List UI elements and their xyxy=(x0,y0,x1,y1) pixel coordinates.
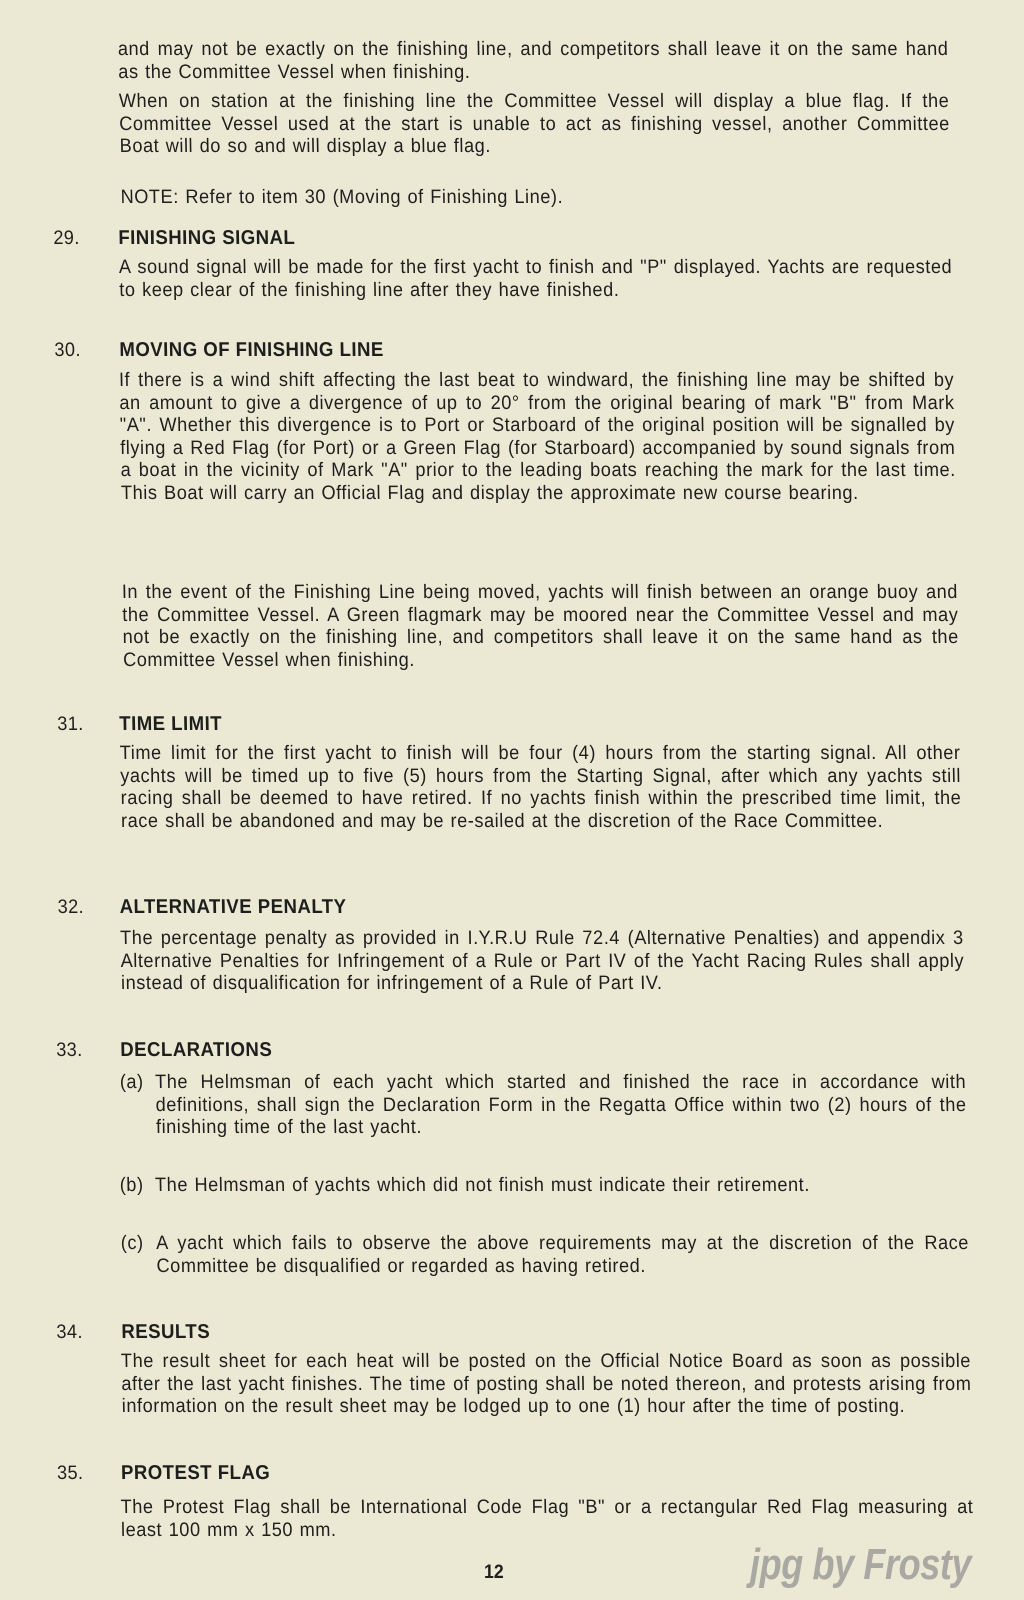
section-heading: ALTERNATIVE PENALTY xyxy=(119,896,347,918)
section-body xyxy=(120,742,962,832)
section-number: 29. xyxy=(53,227,80,249)
section-number: 32. xyxy=(57,896,85,918)
declaration-item-text: A yacht which fails to observe the above requirements may at the discretion of the Race Committee be disqualified or regarded as having retired. xyxy=(155,1232,970,1277)
section-number: 31. xyxy=(57,713,84,735)
section-body xyxy=(122,581,960,671)
section-number: 33. xyxy=(56,1039,83,1061)
section-paragraph: If there is a wind shift affecting the last beat to windward, the finishing line may be shifted by an amount to give a divergence of up to 20° from the original bearing of mark "B" from Mark "A". Whether this divergence is to Port or Starboard of the original position will be signalled by flying a Red Flag (for Port) or a Green Flag (for Starboard) accompanied by sound signals from a boat in the vicinity of Mark "A" prior to the leading boats reaching the mark for the last time. This Boat will carry an Official Flag and display the approximate new course bearing. xyxy=(118,369,956,504)
page-number: 12 xyxy=(484,1562,504,1583)
intro-paragraph-2: When on station at the finishing line the Committee Vessel will display a blue flag. If the Committee Vessel used at the start is unable to act as finishing vessel, another Committee Boat will do so and will display a blue flag. xyxy=(118,90,950,157)
declaration-item xyxy=(120,1071,968,1139)
section-heading: PROTEST FLAG xyxy=(120,1462,271,1484)
section-heading: MOVING OF FINISHING LINE xyxy=(119,339,384,361)
section-body xyxy=(120,927,965,995)
section-heading: FINISHING SIGNAL xyxy=(118,227,296,249)
declaration-item-label: (c) xyxy=(120,1232,144,1254)
section-paragraph: The result sheet for each heat will be posted on the Official Notice Board as soon as possible after the last yacht finishes. The time of posting shall be noted thereon, and protests arising from information on the result sheet may be lodged up to one (1) hour after the time of posting. xyxy=(120,1350,972,1417)
declaration-item-text: The Helmsman of yachts which did not finish must indicate their retirement. xyxy=(154,1174,811,1196)
section-body xyxy=(121,1350,972,1418)
section-number: 34. xyxy=(56,1321,83,1343)
declaration-item-label: (b) xyxy=(119,1174,144,1196)
section-body xyxy=(120,1496,974,1541)
section-body xyxy=(119,256,953,301)
declaration-item xyxy=(120,1174,969,1197)
intro-paragraph xyxy=(119,90,951,158)
section-number: 30. xyxy=(54,339,81,361)
section-heading: DECLARATIONS xyxy=(120,1039,273,1061)
declaration-item xyxy=(121,1232,970,1277)
section-paragraph: Time limit for the first yacht to finish will be four (4) hours from the starting signal. All other yachts will be timed up to five (5) hours from the Starting Signal, after which any yachts still racing shall be deemed to have retired. If no yachts finish within the prescribed time limit, the race shall be abandoned and may be re-sailed at the discretion of the Race Committee. xyxy=(119,742,962,832)
intro-paragraph-1: and may not be exactly on the finishing line, and competitors shall leave it on the same hand as the Committee Vessel when finishing. xyxy=(117,38,949,83)
intro-note xyxy=(120,186,951,209)
section-heading: RESULTS xyxy=(121,1321,211,1343)
section-number: 35. xyxy=(56,1462,84,1484)
declaration-item-label: (a) xyxy=(119,1071,144,1093)
section-paragraph: The percentage penalty as provided in I.Y.R.U Rule 72.4 (Alternative Penalties) and appendix 3 Alternative Penalties for Infringement of a Rule or Part IV of the Yacht Racing Rules shall apply instead of disqualification for infringement of a Rule of Part IV. xyxy=(119,927,965,994)
section-body xyxy=(119,369,957,504)
intro-paragraph xyxy=(118,38,949,83)
watermark: jpg by Frosty xyxy=(750,1540,972,1589)
declaration-item-text: The Helmsman of each yacht which started and finished the race in accordance with definitions, shall sign the Declaration Form in the Regatta Office within two (2) hours of the finishing time of the last yacht. xyxy=(154,1071,967,1138)
intro-note-text: NOTE: Refer to item 30 (Moving of Finishing Line). xyxy=(120,186,564,208)
section-heading: TIME LIMIT xyxy=(119,713,223,735)
section-paragraph: The Protest Flag shall be International Code Flag "B" or a rectangular Red Flag measuring at least 100 mm x 150 mm. xyxy=(120,1496,974,1541)
section-paragraph: A sound signal will be made for the first yacht to finish and "P" displayed. Yachts are requested to keep clear of the finishing line after they have finished. xyxy=(118,256,953,301)
section-paragraph: In the event of the Finishing Line being moved, yachts will finish between an orange buoy and the Committee Vessel. A Green flagmark may be moored near the Committee Vessel and may not be exactly on the finishing line, and competitors shall leave it on the same hand as the Committee Vessel when finishing. xyxy=(121,581,959,671)
